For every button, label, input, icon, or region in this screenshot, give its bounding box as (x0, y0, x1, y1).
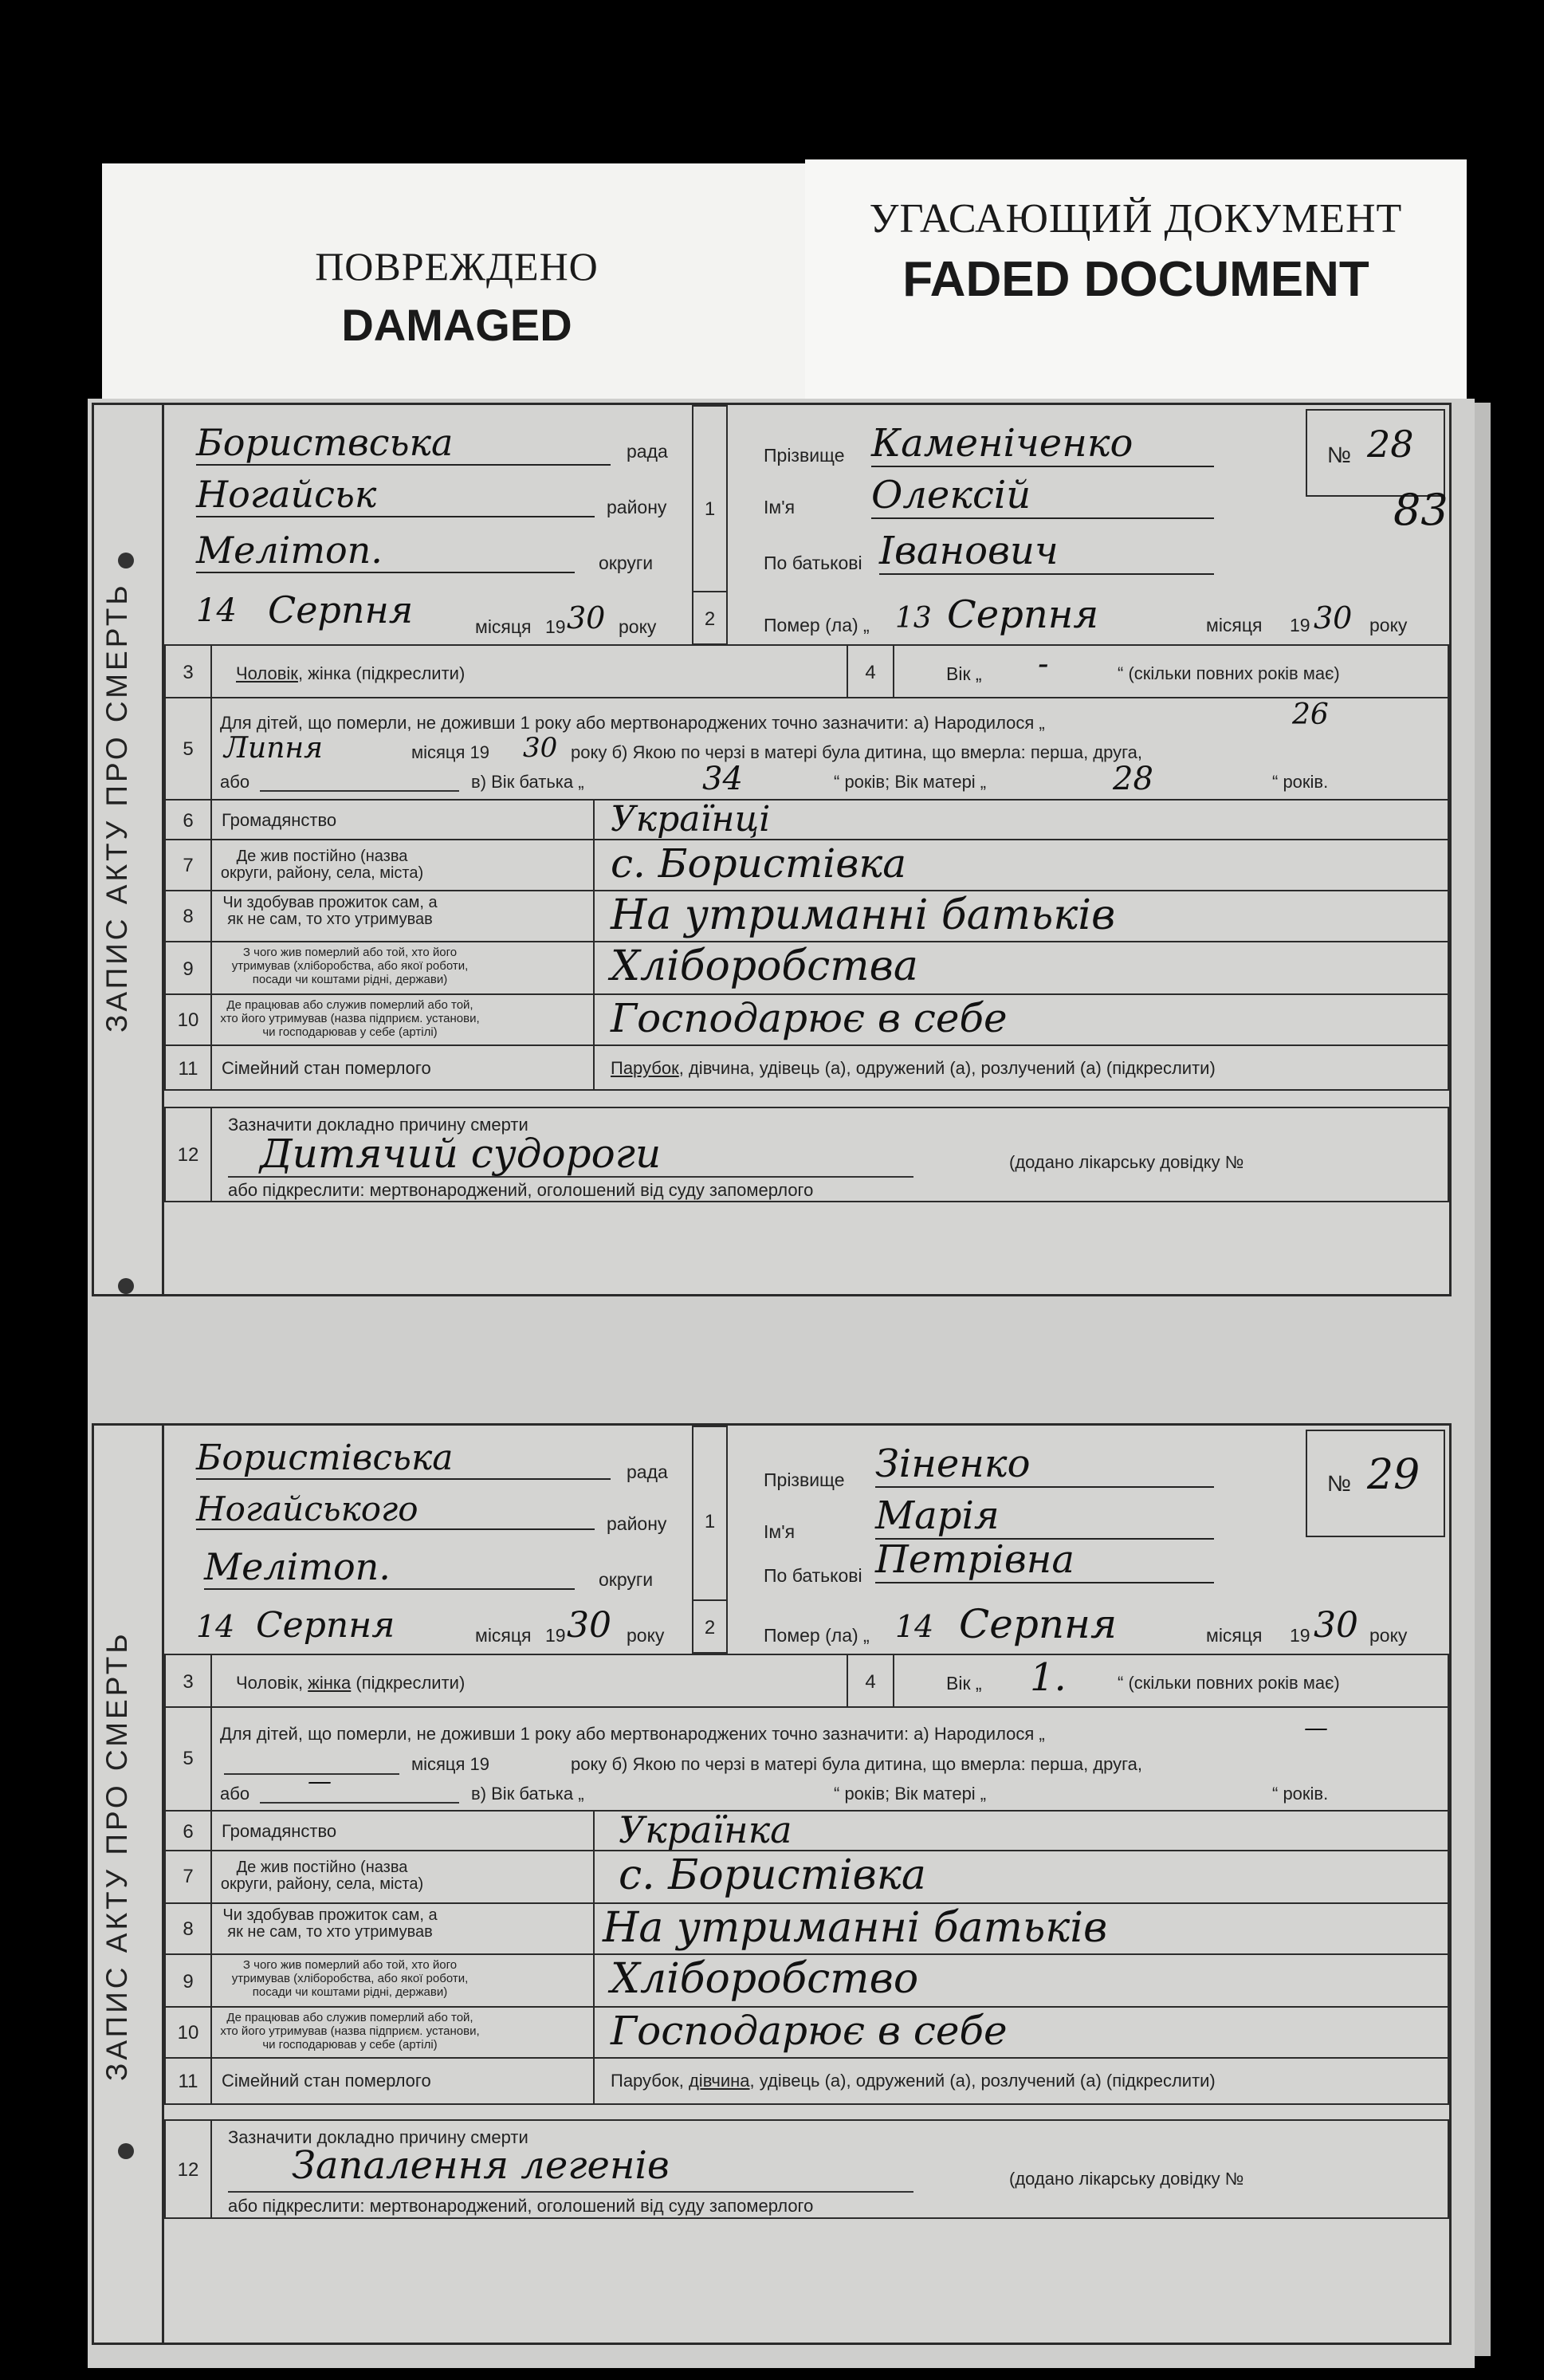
name-label: Ім'я (764, 497, 796, 517)
death-date (728, 592, 1449, 645)
support-label: Чи здобував прожиток сам, а як не сам, то хто утримував (222, 894, 438, 928)
row9-value (593, 1953, 1449, 2008)
surname-value: Каменіченко (871, 421, 1214, 467)
marital-label: Сімейний стан померлого (222, 2071, 431, 2091)
row7-num (164, 839, 212, 891)
surname-value: Зіненко (875, 1442, 1214, 1488)
record-sidebar (94, 405, 164, 1294)
row12-num (164, 1107, 212, 1202)
rada-label: рада (627, 441, 668, 462)
row5-line1: Для дітей, що померли, не доживши 1 року або мертвонароджених точно зазначити: а) Народилося „ (220, 713, 1045, 733)
number-box (1306, 1430, 1445, 1537)
row10-num (164, 2006, 212, 2059)
row-number: 12 (177, 1144, 199, 1166)
row3-num (164, 644, 212, 698)
okrug-value: Мелітоп. (196, 529, 575, 573)
name-block (728, 405, 1270, 592)
row5-line3c: “ років; Вік матері „ (834, 1784, 987, 1804)
row10-value (593, 993, 1449, 1046)
marital-label: Сімейний стан померлого (222, 1058, 431, 1078)
row6-label (210, 1810, 595, 1851)
row4-num (847, 1654, 894, 1708)
death-month: Серпня (959, 1601, 1118, 1647)
row-number: 6 (183, 1821, 194, 1843)
okrug-value: Мелітоп. (204, 1545, 575, 1590)
row5-line3b: в) Вік батька „ (471, 1784, 584, 1804)
death-label: Помер (ла) „ (764, 615, 870, 635)
abo-dash: — (308, 1768, 332, 1796)
header-left (164, 405, 692, 644)
work-label: Де працював або служив померлий або той, хто його утримував (назва підприєм. установи, чи господарював у себе (артілі) (220, 2011, 480, 2052)
row11-value (593, 2057, 1449, 2105)
death-month-label: місяця (1206, 615, 1263, 635)
row3-sex (210, 1654, 848, 1708)
residence-value: с. Бористівка (619, 1851, 926, 1899)
row5-children (210, 1706, 1449, 1812)
row10-label (210, 2006, 595, 2059)
row5-line3d: “ років. (1272, 1784, 1329, 1804)
reg-day: 14 (196, 1609, 235, 1644)
cert-label: (додано лікарську довідку № (1009, 1152, 1244, 1172)
cause-head: Зазначити докладно причину смерти (228, 2127, 528, 2147)
sex-sep: , (297, 663, 308, 683)
death-year-prefix: 19 (1290, 615, 1310, 635)
mother-age: 28 (1113, 761, 1153, 797)
age-value: - (1038, 646, 1049, 683)
sidebar-title: ЗАПИС АКТУ ПРО СМЕРТЬ (100, 582, 133, 1033)
residence-value: с. Бористівка (611, 840, 907, 887)
faded-label (805, 159, 1467, 399)
row8-num (164, 890, 212, 942)
row9-label (210, 1953, 595, 2008)
sidebar-title: ЗАПИС АКТУ ПРО СМЕРТЬ (100, 1631, 133, 2082)
work-value: Господарює в себе (611, 2008, 1008, 2054)
row-number: 10 (177, 1009, 199, 1031)
row7-label (210, 1850, 595, 1904)
row11-num (164, 2057, 212, 2105)
citizenship-label: Громадянство (222, 810, 337, 830)
row9-num (164, 941, 212, 995)
born-year: 30 (523, 732, 558, 764)
row-number: 9 (183, 958, 194, 980)
sex-label (236, 1673, 465, 1694)
row12-cause (210, 2119, 1449, 2219)
rada-label: рада (627, 1461, 668, 1482)
support-value: На утриманні батьків (603, 1904, 1108, 1952)
citizenship-label: Громадянство (222, 1821, 337, 1841)
row5-line3a: або (220, 772, 250, 792)
source-label: З чого жив померлий або той, хто його утримував (хліборобства, або якої роботи, посади чи коштами рідні, держави) (231, 946, 469, 986)
row7-num (164, 1850, 212, 1904)
row5-line2a: місяця 19 (411, 742, 490, 762)
row6-value (593, 799, 1449, 840)
number-label: № (1327, 1471, 1352, 1496)
marital-opt-1: Парубок, (611, 2071, 689, 2091)
col-num-2 (692, 591, 728, 645)
citizenship-value: Українка (619, 1808, 792, 1851)
residence-label: Де жив постійно (назва округи, району, села, міста) (220, 1859, 424, 1893)
row9-num (164, 1953, 212, 2008)
reg-year-label: року (627, 1625, 665, 1646)
support-value: На утриманні батьків (611, 891, 1116, 939)
source-value: Хліборобство (611, 1955, 919, 2003)
row5-line2b: року б) Якою по черзі в матері була дитина, що вмерла: перша, друга, (571, 742, 1143, 762)
death-month: Серпня (947, 592, 1099, 637)
name-value: Олексій (871, 473, 1214, 519)
col-num-1 (692, 1426, 728, 1601)
source-label: З чого жив померлий або той, хто його утримував (хліборобства, або якої роботи, посади чи коштами рідні, держави) (231, 1958, 469, 1999)
cause-value: Запалення легенів (292, 2143, 670, 2188)
okrug-label: округи (599, 553, 654, 573)
number-extra: 83 (1393, 485, 1448, 535)
row6-num (164, 799, 212, 840)
rada-value: Бористівська (196, 1438, 611, 1480)
col-num-2 (692, 1599, 728, 1654)
death-day: 13 (895, 602, 932, 635)
row-number: 2 (704, 1617, 716, 1638)
name-value: Марія (875, 1493, 1214, 1540)
record-sidebar (94, 1426, 164, 2343)
sex-hint: (підкреслити) (351, 663, 466, 683)
punch-hole (118, 1278, 134, 1294)
row5-blank (260, 1802, 459, 1804)
patronymic-value: Петрівна (875, 1537, 1214, 1583)
row8-value (593, 1902, 1449, 1955)
row9-value (593, 941, 1449, 995)
row5-num (164, 1706, 212, 1812)
row6-num (164, 1810, 212, 1851)
cause-head: Зазначити докладно причину смерти (228, 1115, 528, 1135)
sex-hint: (підкреслити) (351, 1673, 466, 1693)
patronymic-value: Іванович (879, 529, 1214, 575)
damaged-label (102, 163, 811, 403)
born-dash: — (1304, 1714, 1328, 1742)
row5-line1: Для дітей, що померли, не доживши 1 року або мертвонароджених точно зазначити: а) Народилося „ (220, 1724, 1045, 1744)
support-label: Чи здобував прожиток сам, а як не сам, то хто утримував (222, 1906, 438, 1941)
death-year-label: року (1369, 1625, 1408, 1646)
row-number: 6 (183, 810, 194, 832)
marital-selected: Парубок (611, 1058, 679, 1078)
citizenship-value: Українці (611, 799, 771, 840)
death-year: 30 (1314, 1605, 1358, 1646)
reg-day: 14 (196, 592, 237, 629)
row-number: 1 (704, 498, 716, 520)
row11-value (593, 1044, 1449, 1091)
row-number: 11 (178, 1058, 198, 1080)
raion-label: району (607, 497, 667, 517)
row7-value (593, 1850, 1449, 1904)
row5-num (164, 697, 212, 801)
death-year: 30 (1314, 600, 1353, 635)
reg-year-prefix: 19 (545, 616, 566, 637)
row-number: 4 (865, 1671, 876, 1693)
source-value: Хліборобства (611, 942, 918, 990)
okrug-label: округи (599, 1569, 654, 1590)
death-record-1 (92, 403, 1452, 1296)
death-record-2 (92, 1423, 1452, 2345)
row5-line3a: або (220, 1784, 250, 1804)
row12-cause (210, 1107, 1449, 1202)
row-number: 9 (183, 1971, 194, 1993)
name-label: Ім'я (764, 1521, 796, 1542)
reg-month: Серпня (256, 1605, 395, 1646)
row8-num (164, 1902, 212, 1955)
row-number: 3 (183, 1671, 194, 1693)
row-number: 12 (177, 2159, 199, 2181)
surname-label: Прізвище (764, 1469, 845, 1490)
row8-label (210, 1902, 595, 1955)
patronymic-label: По батькові (764, 1565, 862, 1586)
raion-value: Ногайськ (196, 473, 595, 517)
row3-sex (210, 644, 848, 698)
reg-month-label: місяця (475, 616, 532, 637)
number-label: № (1327, 443, 1352, 467)
marital-selected: дівчина (688, 2071, 750, 2091)
reg-month-label: місяця (475, 1625, 532, 1646)
rada-value: Бориствська (196, 421, 611, 466)
marital-rest: , удівець (а), одружений (а), розлучений (а) (підкреслити) (749, 2071, 1216, 2091)
sex-male: Чоловік (236, 663, 298, 683)
reg-year: 30 (567, 1605, 611, 1646)
row4-age (893, 644, 1449, 698)
death-day: 14 (895, 1609, 934, 1644)
residence-label: Де жив постійно (назва округи, району, села, міста) (220, 848, 424, 882)
sex-sep: , (297, 1673, 308, 1693)
row5-line2a: місяця 19 (411, 1754, 490, 1774)
row-number: 2 (704, 608, 716, 630)
age-hint: “ (скільки повних років має) (1118, 1673, 1340, 1693)
row6-value (593, 1810, 1449, 1851)
marital-options (611, 1058, 1216, 1079)
cause-line (228, 2191, 913, 2193)
sex-label (236, 663, 465, 684)
marital-opt-2: , дівчина (678, 1058, 750, 1078)
sex-male: Чоловік (236, 1673, 298, 1693)
row7-value (593, 839, 1449, 891)
row-number: 8 (183, 1918, 194, 1940)
work-label: Де працював або служив померлий або той, хто його утримував (назва підприєм. установи, чи господарював у себе (артілі) (220, 998, 480, 1039)
work-value: Господарює в себе (611, 995, 1008, 1041)
father-age: 34 (702, 761, 743, 797)
punch-hole (118, 553, 134, 568)
row5-line3d: “ років. (1272, 772, 1329, 792)
row11-num (164, 1044, 212, 1091)
row10-label (210, 993, 595, 1046)
reg-year-prefix: 19 (545, 1625, 566, 1646)
patronymic-label: По батькові (764, 553, 862, 573)
row9-label (210, 941, 595, 995)
born-month: Липня (224, 732, 323, 765)
row-number: 5 (183, 1748, 194, 1769)
row3-num (164, 1654, 212, 1708)
row7-label (210, 839, 595, 891)
row10-value (593, 2006, 1449, 2059)
reg-month: Серпня (268, 588, 414, 631)
number-value: 28 (1367, 423, 1414, 466)
name-block (728, 1426, 1270, 1601)
cause-foot: або підкреслити: мертвонароджений, оголошений від суду запомерлого (228, 2196, 814, 2216)
row-number: 7 (183, 855, 194, 876)
row-number: 8 (183, 906, 194, 927)
death-date (728, 1601, 1449, 1654)
row-number: 10 (177, 2022, 199, 2044)
row5-children (210, 697, 1449, 801)
age-value: 1. (1030, 1655, 1067, 1700)
cause-value: Дитячий судороги (260, 1131, 662, 1177)
reg-year: 30 (567, 600, 606, 635)
row5-line3c: “ років; Вік матері „ (834, 772, 987, 792)
faded-label-en: FADED DOCUMENT (902, 252, 1369, 307)
row10-num (164, 993, 212, 1046)
row8-label (210, 890, 595, 942)
sex-female: жінка (308, 663, 352, 683)
marital-options (611, 2071, 1216, 2091)
row4-num (847, 644, 894, 698)
cert-label: (додано лікарську довідку № (1009, 2169, 1244, 2189)
surname-label: Прізвище (764, 445, 845, 466)
row-number: 5 (183, 738, 194, 760)
raion-value: Ногайського (196, 1489, 595, 1530)
age-label: Вік „ (946, 663, 982, 684)
row12-num (164, 2119, 212, 2219)
row6-label (210, 799, 595, 840)
reg-year-label: року (619, 616, 657, 637)
row-number: 11 (178, 2071, 198, 2092)
age-hint: “ (скільки повних років має) (1118, 663, 1340, 683)
cause-line (228, 1176, 913, 1178)
row-number: 1 (704, 1511, 716, 1532)
row-number: 7 (183, 1866, 194, 1887)
number-value: 29 (1367, 1451, 1420, 1499)
damaged-label-en: DAMAGED (341, 300, 572, 350)
col-num-1 (692, 405, 728, 592)
death-label: Помер (ла) „ (764, 1625, 870, 1646)
row11-label (210, 1044, 595, 1091)
sex-female: жінка (308, 1673, 352, 1693)
row5-line2b: року б) Якою по черзі в матері була дитина, що вмерла: перша, друга, (571, 1754, 1143, 1774)
row8-value (593, 890, 1449, 942)
raion-label: району (607, 1513, 667, 1534)
number-box (1306, 409, 1445, 497)
marital-rest: , удівець (а), одружений (а), розлучений (а) (підкреслити) (749, 1058, 1216, 1078)
row-number: 4 (865, 662, 876, 683)
born-day: 26 (1292, 698, 1329, 731)
damaged-label-ru: ПОВРЕЖДЕНО (315, 244, 599, 289)
cause-foot: або підкреслити: мертвонароджений, оголошений від суду запомерлого (228, 1180, 814, 1200)
row4-age (893, 1654, 1449, 1708)
header-left (164, 1426, 692, 1653)
faded-label-ru: УГАСАЮЩИЙ ДОКУМЕНТ (869, 196, 1403, 242)
row5-line3b: в) Вік батька „ (471, 772, 584, 792)
row-number: 3 (183, 662, 194, 683)
age-label: Вік „ (946, 1673, 982, 1694)
death-month-label: місяця (1206, 1625, 1263, 1646)
death-year-label: року (1369, 615, 1408, 635)
punch-hole (118, 2143, 134, 2159)
row11-label (210, 2057, 595, 2105)
row5-blank (260, 790, 459, 792)
death-year-prefix: 19 (1290, 1625, 1310, 1646)
